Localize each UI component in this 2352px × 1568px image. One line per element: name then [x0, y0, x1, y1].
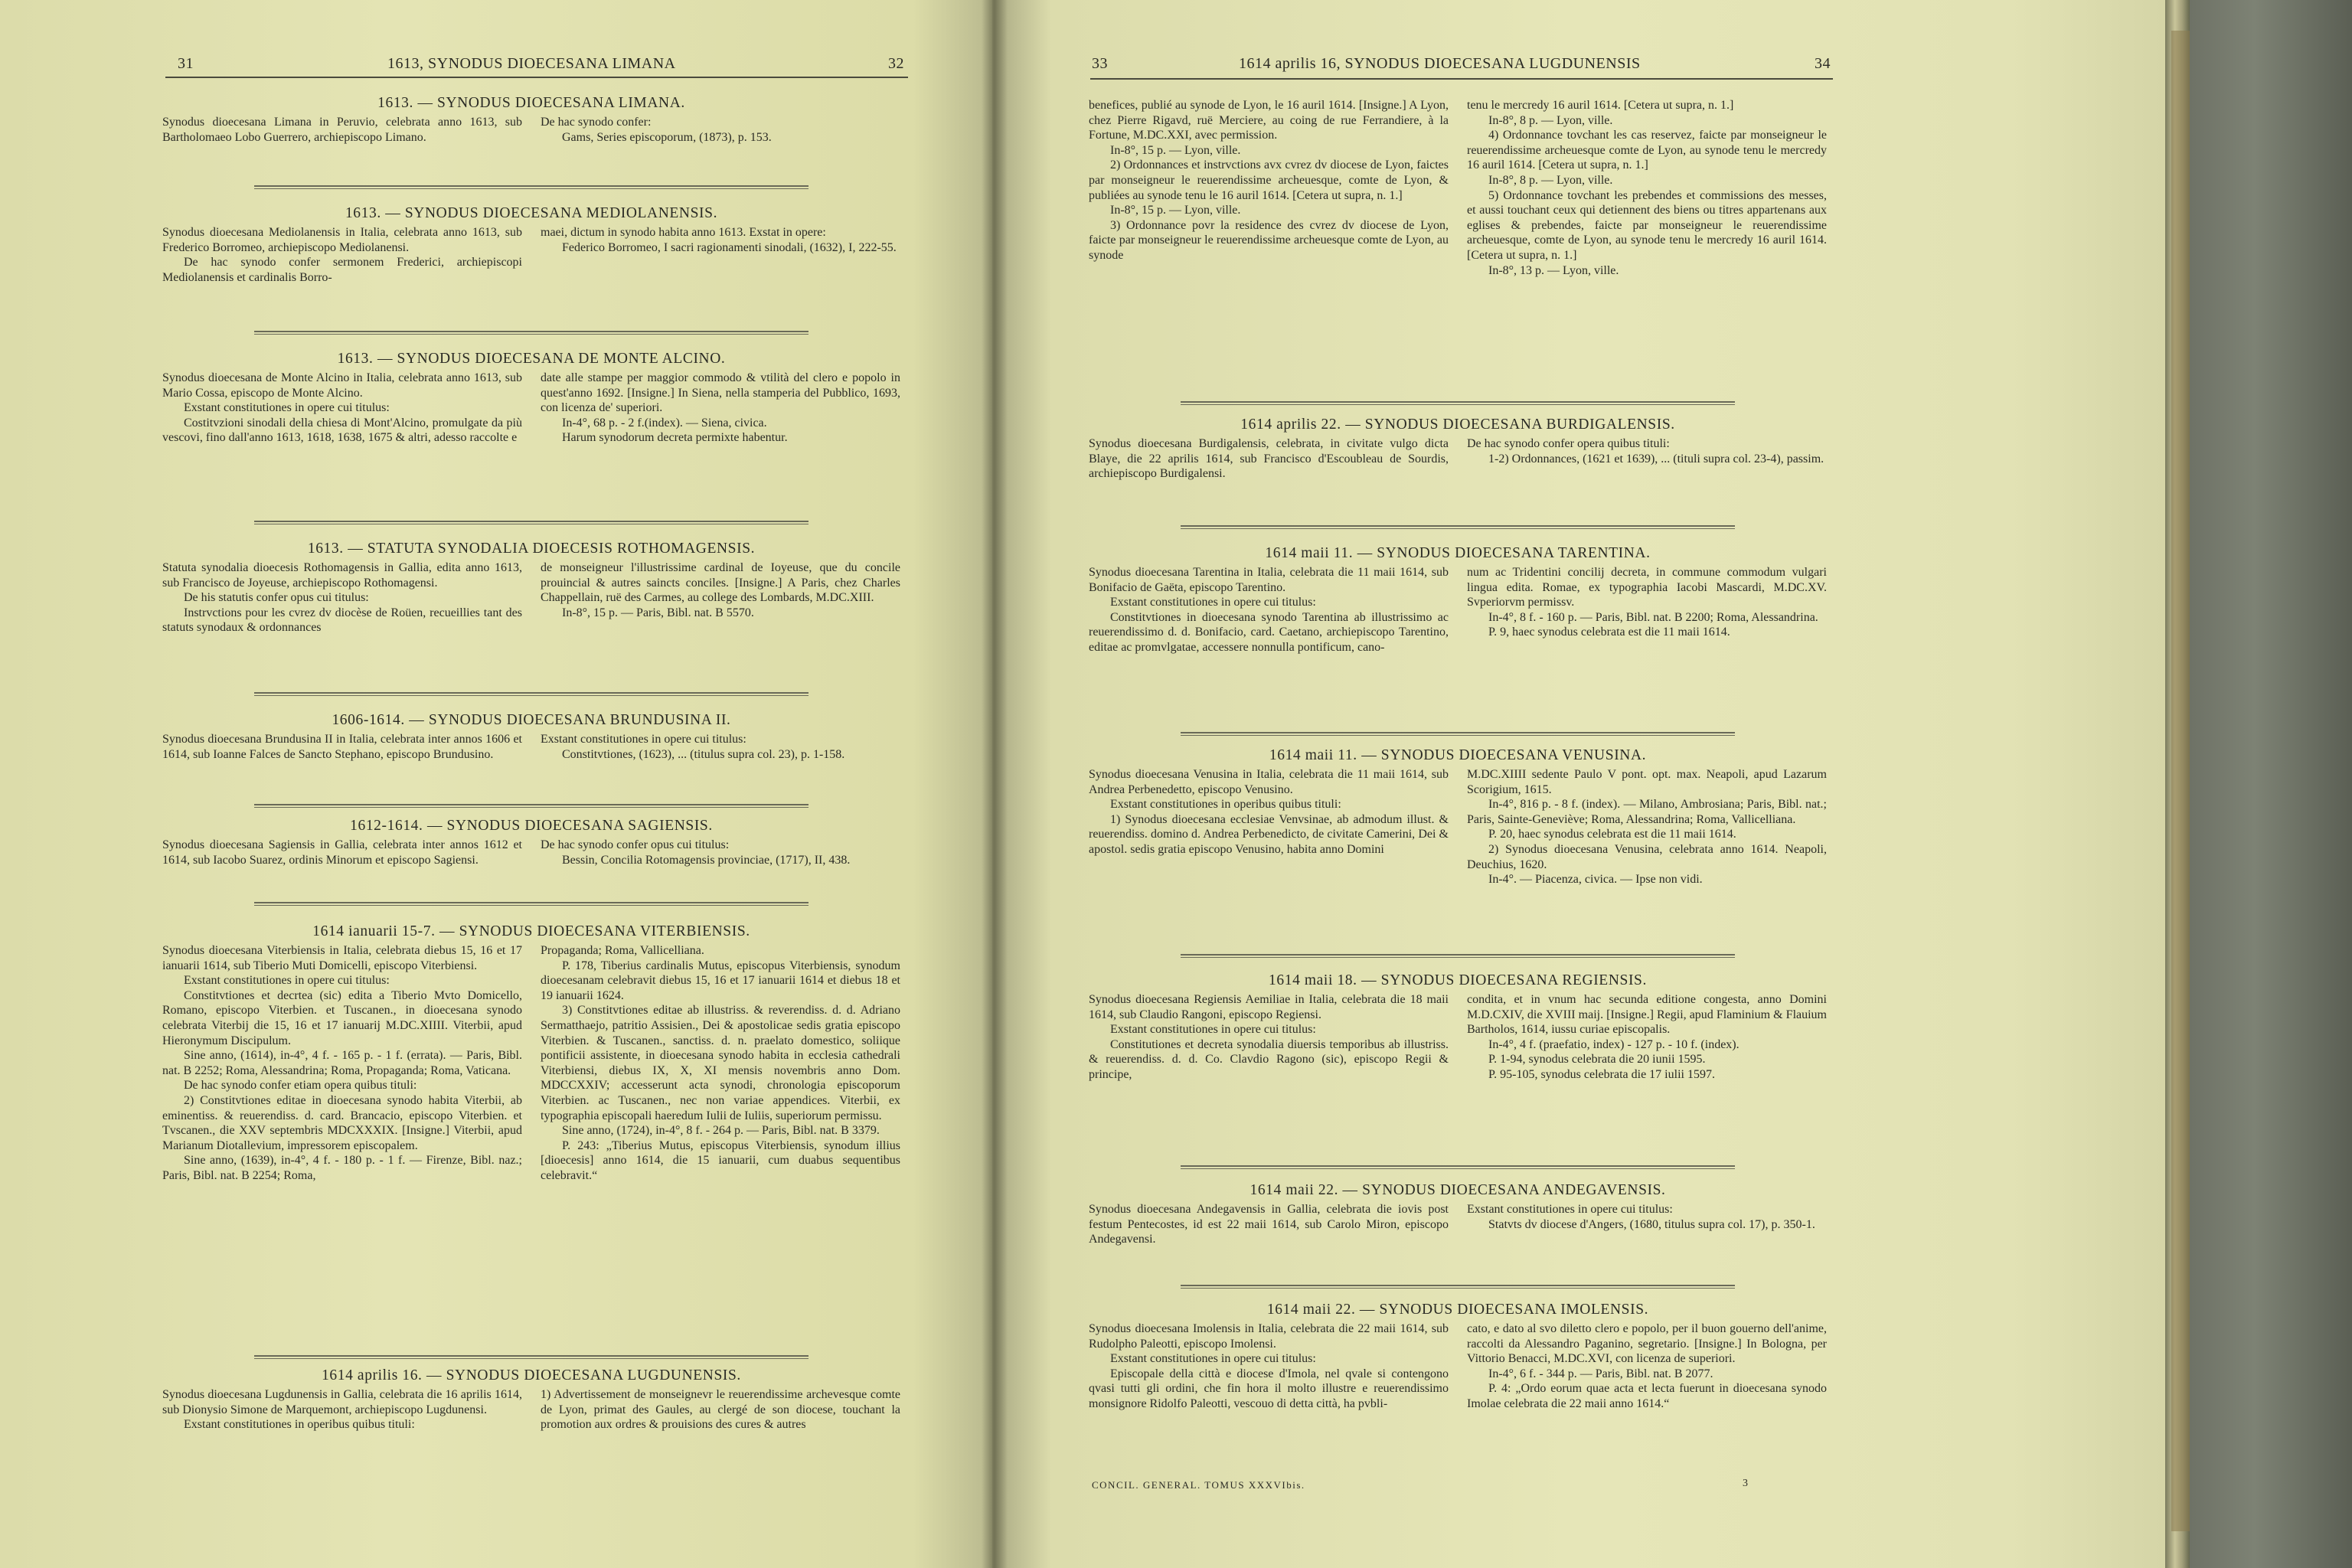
- entry-column: [541, 225, 900, 285]
- entry-paragraph: In-4°, 4 f. (praefatio, index) - 127 p. - 10 f. (index).: [1488, 1037, 1740, 1051]
- continued-entry: [1089, 98, 1827, 278]
- entry-paragraph: 1-2) Ordonnances, (1621 et 1639), ... (tituli supra col. 23-4), passim.: [1488, 452, 1824, 466]
- signature-number: 3: [1743, 1478, 1749, 1489]
- entry: [1089, 1302, 1827, 1412]
- entry-column: [1467, 565, 1827, 655]
- entry-column: [162, 732, 522, 762]
- entry-paragraph: 2) Constitvtiones editae in dioecesana synodo habita Viterbii, ab eminentiss. & reuerendiss. d. card. Brancacio, episcopo Viterbien. et Tvscanen., die XXV septembris MDCXXXIX. [Insigne.] Viterbii, apud Marianum Diotallevium, impressorem episcopalem.: [162, 1093, 522, 1152]
- entry-column: [1467, 1202, 1827, 1247]
- entry-paragraph: date alle stampe per maggior commodo & vtilità del clero e popolo in quest'anno 1692. [Insigne.] In Siena, nella stamperia del Pubblico, 1693, con licenza de' superiori.: [541, 371, 900, 415]
- entry-paragraph: Federico Borromeo, I sacri ragionamenti sinodali, (1632), I, 222-55.: [562, 240, 897, 254]
- entry-paragraph: Exstant constitutiones in operibus quibus tituli:: [1110, 798, 1341, 812]
- entry: [162, 541, 900, 635]
- page-number-32: 32: [888, 55, 904, 72]
- entry-paragraph: De hac synodo confer etiam opera quibus tituli:: [184, 1079, 417, 1093]
- entry-paragraph: Exstant constitutiones in opere cui titulus:: [184, 974, 390, 988]
- entry-column: [1089, 436, 1449, 482]
- entry-paragraph: Synodus dioecesana Limana in Peruvio, celebrata anno 1613, sub Bartholomaeo Lobo Guerrero, archiepiscopo Limano.: [162, 116, 522, 144]
- entry: [1089, 747, 1827, 887]
- entry-column: [162, 560, 522, 635]
- separator-rule: [254, 902, 808, 906]
- entry-paragraph: De hac synodo confer opera quibus tituli:: [1467, 437, 1670, 450]
- entry-column: [1467, 1321, 1827, 1412]
- entry-paragraph: Synodus dioecesana Regiensis Aemiliae in Italia, celebrata die 18 maii 1614, sub Claudio Rangoni, episcopo Regiensi.: [1089, 993, 1449, 1021]
- entry-title: 1612-1614. — SYNODUS DIOECESANA SAGIENSIS.: [350, 818, 713, 834]
- page-number-33: 33: [1092, 55, 1108, 72]
- entry-paragraph: Constitutiones et decreta synodalia diuersis temporibus ab illustriss. & reuerendiss. d. d. Co. Clavdio Ragono (sic), episcopo Regii & principe,: [1089, 1037, 1449, 1081]
- separator-rule: [1181, 401, 1735, 405]
- entry-paragraph: Bessin, Concilia Rotomagensis provinciae, (1717), II, 438.: [562, 853, 851, 867]
- entry-paragraph: Exstant constitutiones in opere cui titulus:: [1110, 1352, 1316, 1366]
- entry-paragraph: P. 9, haec synodus celebrata est die 11 maii 1614.: [1488, 626, 1730, 639]
- entry-paragraph: P. 95-105, synodus celebrata die 17 iulii 1597.: [1488, 1067, 1715, 1081]
- entry: [1089, 1182, 1827, 1247]
- entry-title: 1614 maii 11. — SYNODUS DIOECESANA TARENTINA.: [1265, 545, 1651, 561]
- entry-paragraph: Exstant constitutiones in operibus quibus tituli:: [184, 1418, 415, 1432]
- entry-column: [1089, 767, 1449, 887]
- entry-column: [1467, 992, 1827, 1083]
- page-number-31: 31: [178, 55, 194, 72]
- entry-paragraph: In-4°, 68 p. - 2 f.(index). — Siena, civica.: [562, 416, 767, 430]
- left-page: [0, 0, 992, 1568]
- entry-paragraph: In-8°, 13 p. — Lyon, ville.: [1488, 263, 1619, 277]
- entry-paragraph: num ac Tridentini concilij decreta, in commune commodum vulgari lingua edita. Romae, ex typographia Iacobi Mascardi, M.DC.XV. Svperiorvm permissv.: [1467, 566, 1827, 609]
- separator-rule: [254, 804, 808, 808]
- entry-paragraph: 1) Synodus dioecesana ecclesiae Venvsinae, ab admodum illust. & reuerendiss. domino d. Andrea Perbenedicto, de civitate Camerini, Dei & apostol. sedis gratia episcopo Venusino, habita anno Domini: [1089, 812, 1449, 856]
- entry: [162, 923, 900, 1184]
- entry-paragraph: P. 1-94, synodus celebrata die 20 iunii 1595.: [1488, 1053, 1706, 1067]
- entry-title: 1614 maii 18. — SYNODUS DIOECESANA REGIENSIS.: [1269, 972, 1647, 988]
- entry-paragraph: In-4°, 6 f. - 344 p. — Paris, Bibl. nat. B 2077.: [1488, 1367, 1713, 1380]
- entry-column: [162, 1387, 522, 1432]
- separator-rule: [254, 521, 808, 524]
- entry-paragraph: Propaganda; Roma, Vallicelliana.: [541, 944, 704, 957]
- entry-paragraph: Synodus dioecesana Tarentina in Italia, celebrata die 11 maii 1614, sub Bonifacio de Gaëta, episcopo Tarentino.: [1089, 566, 1449, 594]
- entry-paragraph: de monseigneur l'illustrissime cardinal de Ioyeuse, que du concile prouincial & autres saincts conciles. [Insigne.] A Paris, chez Charles Chappellain, ruë des Carmes, au college des Lombards, M.DC.XIII.: [541, 561, 900, 605]
- entry-paragraph: 2) Ordonnances et instrvctions avx cvrez dv diocese de Lyon, faictes par monseigneur le reuerendissime archeuesque, comte de Lyon, & publiées au synode tenu le 16 auril 1614. [Cetera ut supra, n. 1.]: [1089, 158, 1449, 202]
- header-rule: [165, 77, 908, 78]
- entry-title: 1613. — STATUTA SYNODALIA DIOECESIS ROTHOMAGENSIS.: [307, 541, 756, 557]
- entry-paragraph: Harum synodorum decreta permixte habentur.: [562, 431, 788, 445]
- entry-paragraph: Exstant constitutiones in opere cui titulus:: [184, 401, 390, 415]
- entry-column: [541, 838, 900, 867]
- entry-paragraph: In-8°, 15 p. — Paris, Bibl. nat. B 5570.: [562, 606, 754, 619]
- entry-paragraph: Synodus dioecesana Venusina in Italia, celebrata die 11 maii 1614, sub Andrea Perbenedetto, episcopo Venusino.: [1089, 768, 1449, 796]
- entry-column: [162, 225, 522, 285]
- entry-paragraph: In-8°, 15 p. — Lyon, ville.: [1110, 143, 1241, 157]
- entry-paragraph: Statvts dv diocese d'Angers, (1680, titulus supra col. 17), p. 350-1.: [1488, 1217, 1815, 1231]
- entry: [162, 351, 900, 446]
- entry-column: [1467, 436, 1827, 482]
- entry: [162, 1367, 900, 1432]
- entry-paragraph: Constitvtiones et decrtea (sic) edita a Tiberio Mvto Domicello, Romano, episcopo Viterbien. et Tuscanen., in dioecesana synodo celebrata Viterbij die 15, 16 et 17 ianuarij M.DC.XIIII. Viterbii, apud Hieronymum Discipulum.: [162, 988, 522, 1047]
- entry-paragraph: condita, et in vnum hac secunda editione congesta, anno Domini M.D.CXIV, die XVIII maij. [Insigne.] Regii, apud Flaminium & Flauium Bartholos, 1614, iussu curiae episcopalis.: [1467, 993, 1827, 1037]
- entry-paragraph: 3) Ordonnance povr la residence des cvrez dv diocese de Lyon, faicte par monseigneur le reuerendissime archeuesque comte de Lyon, au synode: [1089, 218, 1449, 262]
- entry-paragraph: In-8°, 8 p. — Lyon, ville.: [1488, 173, 1613, 187]
- entry-paragraph: Synodus dioecesana Lugdunensis in Gallia, celebrata die 16 aprilis 1614, sub Dionysio Simone de Marquemont, archiepiscopo Lugdunensi.: [162, 1388, 522, 1416]
- entry-column: [1467, 98, 1827, 278]
- entry-paragraph: 2) Synodus dioecesana Venusina, celebrata anno 1614. Neapoli, Deuchius, 1620.: [1467, 842, 1827, 871]
- separator-rule: [1181, 732, 1735, 736]
- entry-paragraph: Exstant constitutiones in opere cui titulus:: [1110, 1023, 1316, 1037]
- page-number-34: 34: [1815, 55, 1831, 72]
- book-gutter: [982, 0, 1008, 1568]
- entry-paragraph: Gams, Series episcoporum, (1873), p. 153.: [562, 130, 772, 144]
- entry-paragraph: De his statutis confer opus cui titulus:: [184, 591, 369, 605]
- entry-column: [162, 115, 522, 145]
- entry-paragraph: Synodus dioecesana Imolensis in Italia, celebrata die 22 maii 1614, sub Rudolpho Paleotti, episcopo Imolensi.: [1089, 1322, 1449, 1351]
- entry-paragraph: P. 243: „Tiberius Mutus, episcopus Viterbiensis, synodum illius [dioecesis] anno 1614, die 15 ianuarii, cum duabus sequentibus celebravit.“: [541, 1138, 900, 1182]
- entry-title: 1613. — SYNODUS DIOECESANA LIMANA.: [377, 95, 685, 111]
- entry-column: [541, 371, 900, 446]
- separator-rule: [1181, 1285, 1735, 1289]
- right-running-title: 1614 aprilis 16, SYNODUS DIOECESANA LUGDUNENSIS: [1239, 55, 1641, 72]
- entry-title: 1614 maii 22. — SYNODUS DIOECESANA IMOLENSIS.: [1266, 1302, 1649, 1318]
- separator-rule: [1181, 1165, 1735, 1169]
- entry-title: 1606-1614. — SYNODUS DIOECESANA BRUNDUSINA II.: [332, 712, 731, 728]
- entry-title: 1613. — SYNODUS DIOECESANA DE MONTE ALCINO.: [337, 351, 726, 367]
- entry: [1089, 416, 1827, 482]
- entry-paragraph: benefices, publié au synode de Lyon, le 16 auril 1614. [Insigne.] A Lyon, chez Pierre Rigavd, ruë Merciere, au coing de rue Ferrandiere, à la Fortune, M.DC.XXI, avec permission.: [1089, 99, 1449, 142]
- entry: [162, 205, 900, 285]
- volume-signature: CONCIL. GENERAL. TOMUS XXXVIbis.: [1092, 1479, 1305, 1491]
- separator-rule: [254, 185, 808, 189]
- entry-paragraph: In-4°, 8 f. - 160 p. — Paris, Bibl. nat. B 2200; Roma, Alessandrina.: [1488, 610, 1818, 624]
- book-cover: [2190, 0, 2352, 1568]
- entry-paragraph: Constitvtiones, (1623), ... (titulus supra col. 23), p. 1-158.: [562, 747, 845, 761]
- entry-paragraph: Sine anno, (1639), in-4°, 4 f. - 180 p. - 1 f. — Firenze, Bibl. naz.; Paris, Bibl. nat. B 2254; Roma,: [162, 1154, 522, 1182]
- entry-paragraph: Synodus dioecesana Brundusina II in Italia, celebrata inter annos 1606 et 1614, sub Ioanne Falces de Sancto Stephano, episcopo Brundusino.: [162, 733, 522, 761]
- entry-paragraph: P. 178, Tiberius cardinalis Mutus, episcopus Viterbiensis, synodum dioecesanam celebravit diebus 15, 16 et 17 ianuarii 1614 et diebus 18 et 19 ianuarii 1624.: [541, 959, 900, 1002]
- separator-rule: [1181, 525, 1735, 529]
- entry-paragraph: Costitvzioni sinodali della chiesa di Mont'Alcino, promulgate da più vescovi, fino dall'anno 1613, 1618, 1638, 1675 & altri, adesso raccolte e: [162, 416, 522, 445]
- entry-paragraph: P. 20, haec synodus celebrata est die 11 maii 1614.: [1488, 828, 1736, 841]
- entry-paragraph: maei, dictum in synodo habita anno 1613. Exstat in opere:: [541, 226, 826, 239]
- entry-paragraph: 3) Constitvtiones editae ab illustriss. & reverendiss. d. d. Adriano Sermatthaejo, patritio Assisien., Dei & apostolicae sedis gratia episcopo Viterbien. & Tuscanen., sanctiss. d. n. praelato domestico, soliique pontificii assistente, in dioecesana synodo habita in ecclesia cathedrali Viterbiensi, diebus IX, X, XI mensis novembris anno Dom. MDCCXXIV; accesserunt acta synodi, chronologia episcoporum Viterbien. ac Tuscanen., nec non variae appendices. Viterbii, ex typographia episcopali haeredum Iulii de Iuliis, superiorum permissu.: [541, 1004, 900, 1122]
- entry-paragraph: In-4°, 816 p. - 8 f. (index). — Milano, Ambrosiana; Paris, Bibl. nat.; Paris, Sainte-Geneviève; Roma, Alessandrina; Roma, Vallicelliana.: [1467, 798, 1827, 826]
- entry-paragraph: tenu le mercredy 16 auril 1614. [Cetera ut supra, n. 1.]: [1467, 99, 1734, 112]
- entry-title: 1614 maii 22. — SYNODUS DIOECESANA ANDEGAVENSIS.: [1250, 1182, 1666, 1198]
- entry-paragraph: Synodus dioecesana Burdigalensis, celebrata, in civitate vulgo dicta Blaye, die 22 aprilis 1614, sub Francisco d'Escoubleau de Sourdis, archiepiscopo Burdigalensi.: [1089, 437, 1449, 481]
- entry-title: 1614 maii 11. — SYNODUS DIOECESANA VENUSINA.: [1269, 747, 1647, 763]
- entry-column: [541, 1387, 900, 1432]
- entry-column: [541, 732, 900, 762]
- entry: [162, 95, 900, 145]
- entry-paragraph: Synodus dioecesana de Monte Alcino in Italia, celebrata anno 1613, sub Mario Cossa, episcopo de Monte Alcino.: [162, 371, 522, 400]
- entry-paragraph: 5) Ordonnance tovchant les prebendes et commissions des messes, et aussi touchant ceux qui detiennent des biens ou titres appartenans aux eglises & prebendes, faicte par monseigneur le reuerendissime archeuesque, comte de Lyon, au synode tenu le mercredy 16 auril 1614. [Cetera ut supra, n. 1.]: [1467, 188, 1827, 262]
- entry-paragraph: In-4°. — Piacenza, civica. — Ipse non vidi.: [1488, 873, 1703, 887]
- entry-title: 1614 ianuarii 15-7. — SYNODUS DIOECESANA VITERBIENSIS.: [312, 923, 750, 939]
- entry-paragraph: Synodus dioecesana Andegavensis in Gallia, celebrata die iovis post festum Pentecostes, id est 22 maii 1614, sub Carolo Miron, episcopo Andegavensi.: [1089, 1203, 1449, 1246]
- entry-paragraph: De hac synodo confer opus cui titulus:: [541, 838, 730, 851]
- entry-paragraph: Constitvtiones in dioecesana synodo Tarentina ab illustrissimo ac reuerendissimo d. d. Bonifacio, card. Caetano, archiepiscopo Tarentino, editae ac promvlgatae, accessere nonnulla pontificum, cano-: [1089, 610, 1449, 654]
- entry-column: [541, 943, 900, 1184]
- entry-paragraph: 4) Ordonnance tovchant les cas reservez, faicte par monseigneur le reuerendissime archeuesque comte de Lyon, au synode tenu le mercredy 16 auril 1614. [Cetera ut supra, n. 1.]: [1467, 129, 1827, 172]
- header-rule: [1090, 78, 1833, 80]
- entry-column: [1089, 565, 1449, 655]
- entry-paragraph: Episcopale della città e diocese d'Imola, nel qvale si contengono qvasi tutti gli ordini, che fin hora il molto illustre e reuerendissimo monsignore Ridolfo Paleotti, vescouo di detta città, ha pvbli-: [1089, 1367, 1449, 1410]
- entry-title: 1614 aprilis 16. — SYNODUS DIOECESANA LUGDUNENSIS.: [322, 1367, 741, 1383]
- separator-rule: [1181, 954, 1735, 958]
- separator-rule: [254, 692, 808, 696]
- entry-paragraph: Statuta synodalia dioecesis Rothomagensis in Gallia, edita anno 1613, sub Francisco de Joyeuse, archiepiscopo Rothomagensi.: [162, 561, 522, 590]
- entry: [1089, 972, 1827, 1083]
- entry-column: [541, 560, 900, 635]
- entry-paragraph: P. 4: „Ordo eorum quae acta et lecta fuerunt in dioecesana synodo Imolae celebrata die 22 maii anno 1614.“: [1467, 1382, 1827, 1410]
- entry-paragraph: Exstant constitutiones in opere cui titulus:: [1110, 596, 1316, 609]
- entry-column: [162, 838, 522, 867]
- entry-paragraph: M.DC.XIIII sedente Paulo V pont. opt. max. Neapoli, apud Lazarum Scorigium, 1615.: [1467, 768, 1827, 796]
- entry-paragraph: cato, e dato al svo diletto clero e popolo, per il buon gouerno dell'anime, raccolti da Alessandro Paganino, segretario. [Insigne.] In Bologna, per Vittorio Benacci, M.DC.XVI, con licenza de superiori.: [1467, 1322, 1827, 1366]
- separator-rule: [254, 1355, 808, 1359]
- entry-paragraph: Sine anno, (1724), in-4°, 8 f. - 264 p. — Paris, Bibl. nat. B 3379.: [562, 1124, 880, 1138]
- entry-paragraph: De hac synodo confer sermonem Frederici, archiepiscopi Mediolanensis et cardinalis Borro-: [162, 256, 522, 284]
- right-page: [992, 0, 2174, 1568]
- entry-paragraph: In-8°, 8 p. — Lyon, ville.: [1488, 113, 1613, 127]
- entry-column: [1467, 767, 1827, 887]
- entry-paragraph: Synodus dioecesana Sagiensis in Gallia, celebrata inter annos 1612 et 1614, sub Iacobo Suarez, ordinis Minorum et episcopo Sagiensi.: [162, 838, 522, 867]
- entry-paragraph: 1) Advertissement de monseignevr le reuerendissime archevesque comte de Lyon, primat des Gaules, au clergé de son diocese, touchant la promotion aux ordres & prouisions des cures & autres: [541, 1388, 900, 1432]
- entry-column: [541, 115, 900, 145]
- entry-paragraph: Sine anno, (1614), in-4°, 4 f. - 165 p. - 1 f. (errata). — Paris, Bibl. nat. B 2252; Roma, Alessandrina; Roma, Propaganda; Roma, Vaticana.: [162, 1049, 522, 1077]
- entry-paragraph: De hac synodo confer:: [541, 116, 652, 129]
- entry-paragraph: Exstant constitutiones in opere cui titulus:: [541, 733, 746, 746]
- entry-column: [1089, 992, 1449, 1083]
- entry-column: [1089, 1202, 1449, 1247]
- entry-column: [162, 371, 522, 446]
- entry-paragraph: Exstant constitutiones in opere cui titulus:: [1467, 1203, 1673, 1216]
- entry-column: [162, 943, 522, 1184]
- entry-column: [1089, 1321, 1449, 1412]
- left-running-title: 1613, SYNODUS DIOECESANA LIMANA: [387, 55, 676, 72]
- entry-title: 1614 aprilis 22. — SYNODUS DIOECESANA BURDIGALENSIS.: [1240, 416, 1675, 433]
- entry-column: [1089, 98, 1449, 278]
- separator-rule: [254, 331, 808, 335]
- entry-title: 1613. — SYNODUS DIOECESANA MEDIOLANENSIS.: [345, 205, 718, 221]
- entry-paragraph: In-8°, 15 p. — Lyon, ville.: [1110, 204, 1241, 217]
- entry-paragraph: Synodus dioecesana Viterbiensis in Italia, celebrata diebus 15, 16 et 17 ianuarii 1614, sub Tiberio Muti Domicelli, episcopo Viterbiensi.: [162, 944, 522, 972]
- entry-paragraph: Synodus dioecesana Mediolanensis in Italia, celebrata anno 1613, sub Frederico Borromeo, archiepiscopo Mediolanensi.: [162, 226, 522, 254]
- entry: [1089, 545, 1827, 655]
- entry: [162, 818, 900, 867]
- entry-paragraph: Instrvctions pour les cvrez dv diocèse de Roüen, recueillies tant des statuts synodaux & ordonnances: [162, 606, 522, 635]
- entry: [162, 712, 900, 762]
